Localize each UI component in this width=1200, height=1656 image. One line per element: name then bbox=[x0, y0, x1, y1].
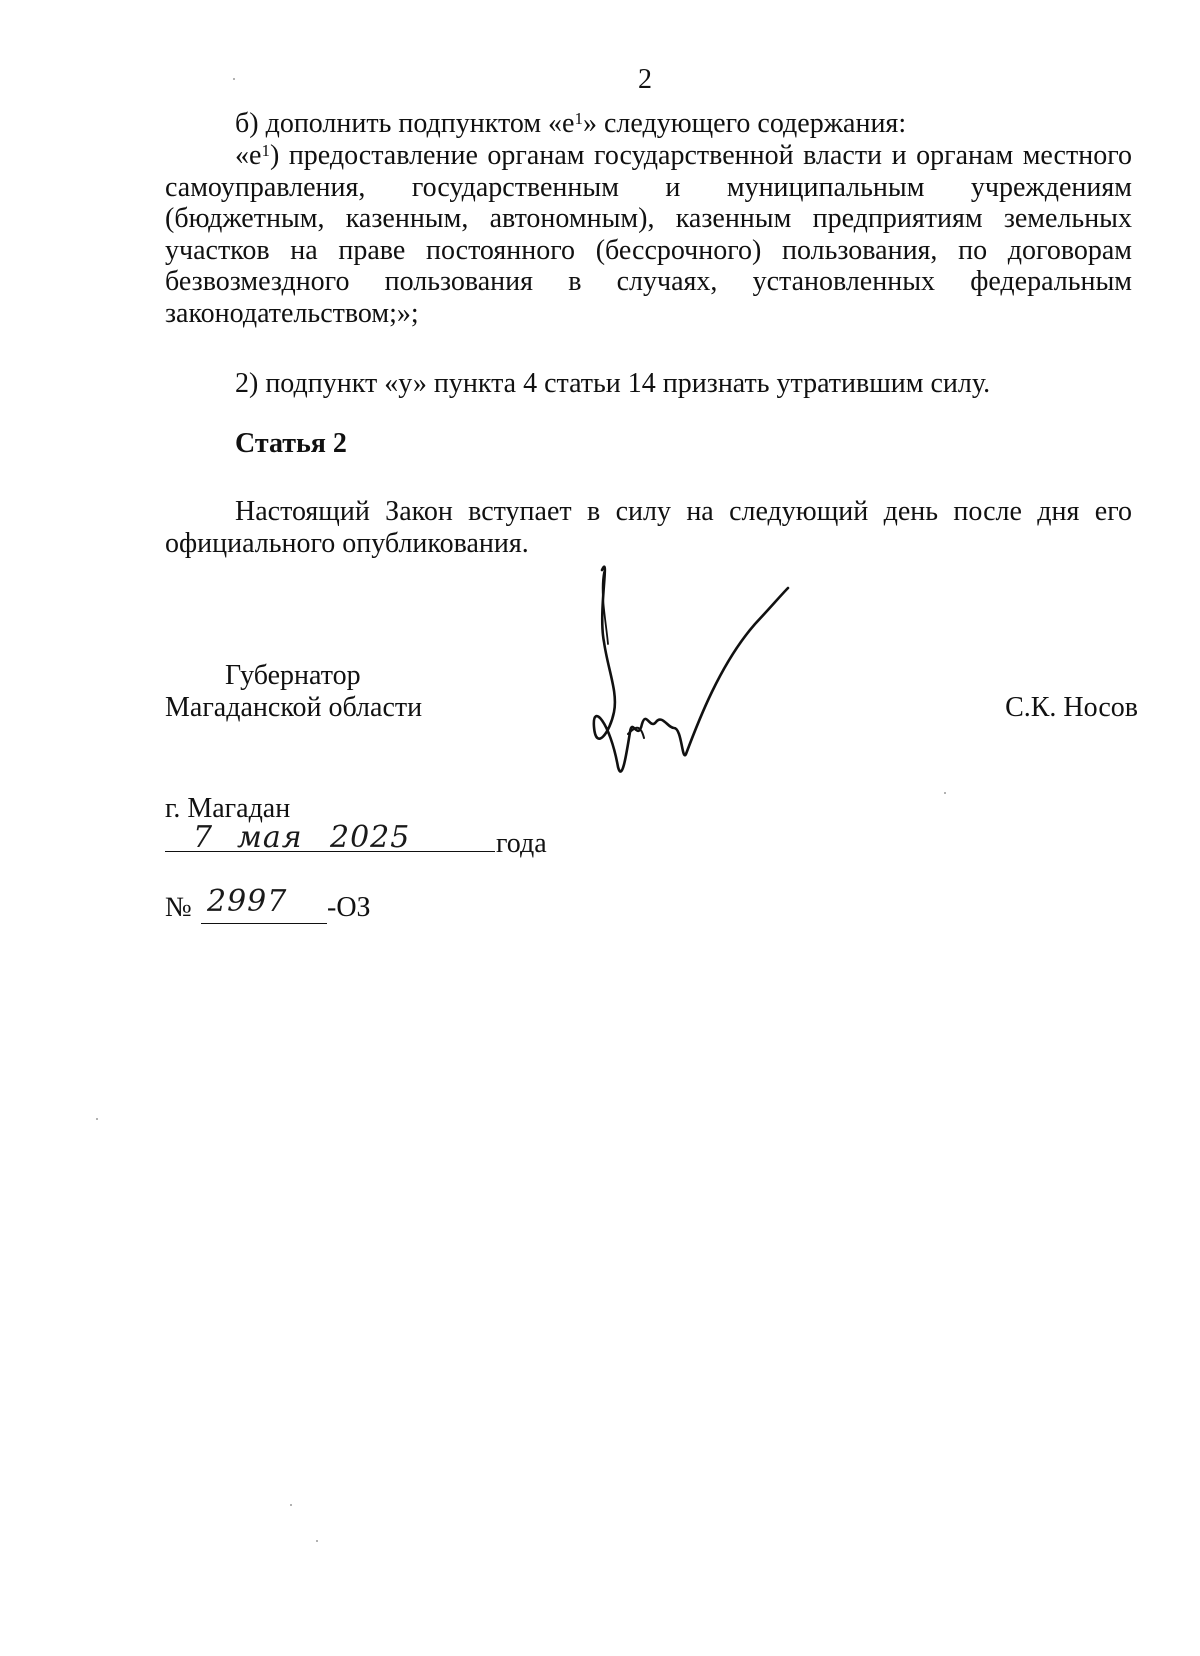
number-sign: № bbox=[165, 892, 192, 923]
scan-speck bbox=[944, 792, 946, 794]
scan-speck bbox=[316, 1540, 318, 1542]
handwritten-law-number: 2997 bbox=[207, 884, 288, 919]
paragraph-2 bbox=[165, 368, 1132, 400]
paragraph-b-text-start: б) дополнить подпунктом «е bbox=[235, 108, 575, 139]
law-number-field bbox=[201, 886, 327, 926]
paragraph-e1-text-start: «е bbox=[235, 140, 262, 171]
paragraph-final bbox=[165, 496, 1132, 559]
signing-date-field bbox=[165, 818, 495, 858]
handwritten-date-year: 2025 bbox=[330, 820, 411, 855]
scan-speck bbox=[233, 78, 235, 80]
governor-region: Магаданской области bbox=[165, 692, 423, 723]
paragraph-b bbox=[165, 108, 1132, 140]
date-underline bbox=[165, 851, 495, 852]
law-number bbox=[165, 886, 485, 930]
place-of-signing: г. Магадан bbox=[165, 793, 291, 824]
handwritten-date-day: 7 bbox=[193, 820, 214, 855]
law-number-underline bbox=[201, 923, 327, 924]
superscript: 1 bbox=[574, 108, 583, 128]
scan-speck bbox=[290, 1504, 292, 1506]
paragraph-b-text-end: » следующего содержания: bbox=[583, 108, 907, 139]
governor-title: Губернатор bbox=[225, 660, 361, 691]
handwritten-signature bbox=[590, 552, 810, 782]
law-number-suffix: -ОЗ bbox=[327, 892, 371, 923]
date-suffix: года bbox=[496, 828, 547, 859]
handwritten-date-month: мая bbox=[237, 820, 303, 855]
scan-speck bbox=[96, 1118, 98, 1120]
paragraph-e1-text-end: ) предоставление органам государственной власти и органам местного самоуправления, государственным и муниципальным учреждениям (бюджетным, казенным, автономным), казенным предприятиям земельных участков на праве постоянного (бессрочного) пользования, по договорам безвозмездного пользования в случаях, установленных федеральным законодательством;»; bbox=[165, 140, 1132, 329]
article-heading: Статья 2 bbox=[235, 428, 347, 459]
paragraph-final-text: Настоящий Закон вступает в силу на следующий день после дня его официального опубликования. bbox=[165, 496, 1132, 559]
governor-name: С.К. Носов bbox=[1005, 692, 1138, 723]
paragraph-2-text: 2) подпункт «у» пункта 4 статьи 14 признать утратившим силу. bbox=[235, 368, 991, 399]
superscript: 1 bbox=[261, 140, 270, 160]
paragraph-e1 bbox=[165, 140, 1132, 329]
page-number: 2 bbox=[638, 64, 652, 95]
